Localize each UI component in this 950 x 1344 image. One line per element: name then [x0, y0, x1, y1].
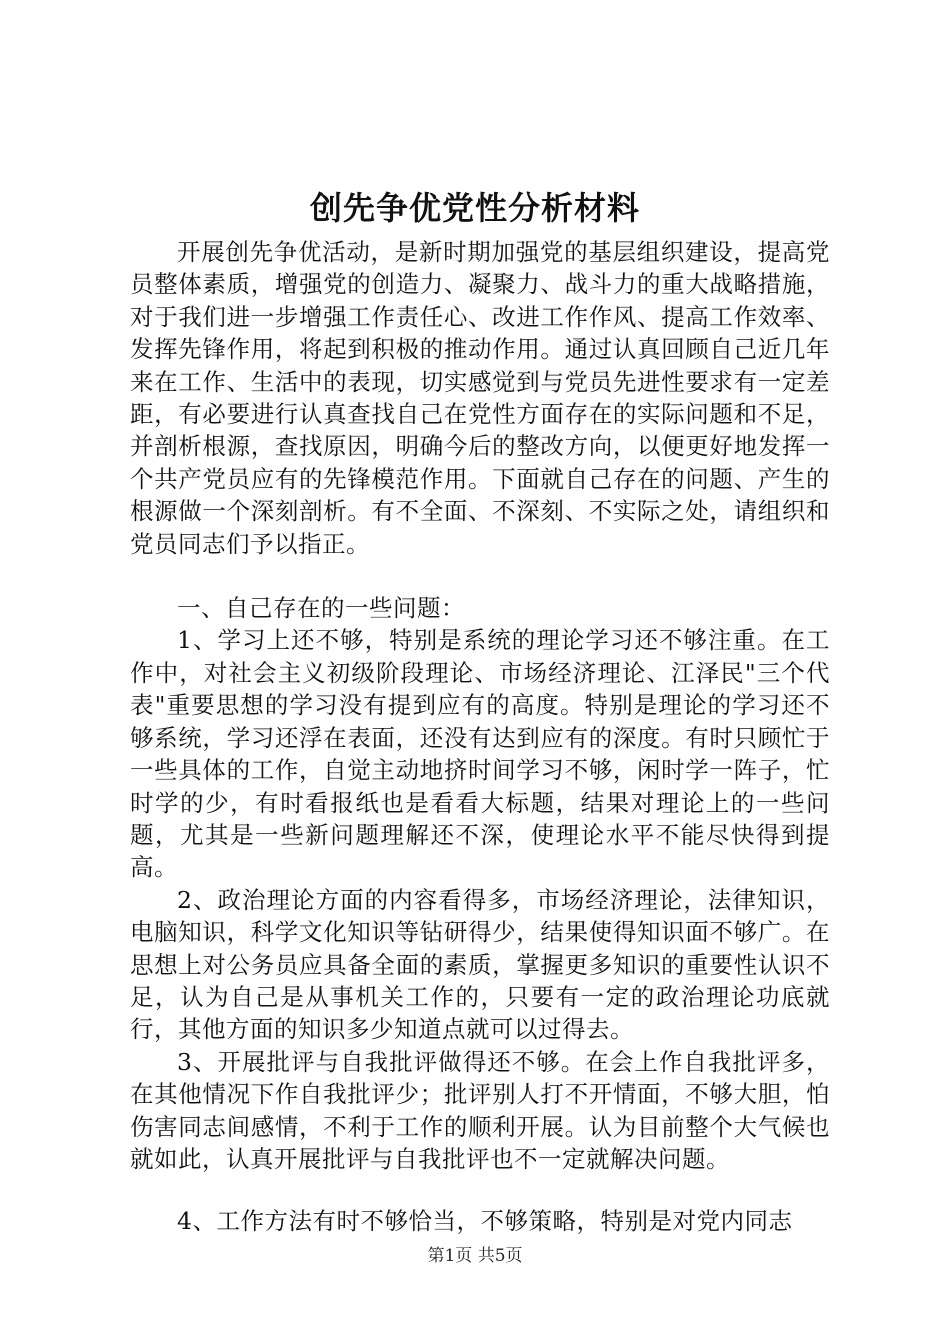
document-body	[130, 236, 830, 1238]
problem-item-2: 2、政治理论方面的内容看得多，市场经济理论，法律知识，电脑知识，科学文化知识等钻研得少，结果使得知识面不够广。在思想上对公务员应具备全面的素质，掌握更多知识的重要性认识不足，认为自己是从事机关工作的，只要有一定的政治理论功底就行，其他方面的知识多少知道点就可以过得去。	[130, 885, 830, 1044]
page-number-footer: 第1页 共5页	[427, 1246, 523, 1266]
document-title: 创先争优党性分析材料	[309, 189, 640, 227]
intro-paragraph: 开展创先争优活动，是新时期加强党的基层组织建设，提高党员整体素质，增强党的创造力、凝聚力、战斗力的重大战略措施，对于我们进一步增强工作责任心、改进工作作风、提高工作效率、发挥先锋作用，将起到积极的推动作用。通过认真回顾自己近几年来在工作、生活中的表现，切实感觉到与党员先进性要求有一定差距，有必要进行认真查找自己在党性方面存在的实际问题和不足，并剖析根源，查找原因，明确今后的整改方向，以便更好地发挥一个共产党员应有的先锋模范作用。下面就自己存在的问题、产生的根源做一个深刻剖析。有不全面、不深刻、不实际之处，请组织和党员同志们予以指正。	[130, 238, 830, 558]
problem-item-4: 4、工作方法有时不够恰当，不够策略，特别是对党内同志	[177, 1207, 793, 1236]
problem-item-3: 3、开展批评与自我批评做得还不够。在会上作自我批评多，在其他情况下作自我批评少；批评别人打不开情面，不够大胆，怕伤害同志间感情，不利于工作的顺利开展。认为目前整个大气候也就如此，认真开展批评与自我批评也不一定就解决问题。	[130, 1047, 830, 1173]
problem-item-1: 1、学习上还不够，特别是系统的理论学习还不够注重。在工作中，对社会主义初级阶段理论、市场经济理论、江泽民"三个代表"重要思想的学习没有提到应有的高度。特别是理论的学习还不够系统，学习还浮在表面，还没有达到应有的深度。有时只顾忙于一些具体的工作，自觉主动地挤时间学习不够，闲时学一阵子，忙时学的少，有时看报纸也是看看大标题，结果对理论上的一些问题，尤其是一些新问题理解还不深，使理论水平不能尽快得到提高。	[130, 626, 830, 882]
section-heading: 一、自己存在的一些问题：	[177, 594, 465, 623]
